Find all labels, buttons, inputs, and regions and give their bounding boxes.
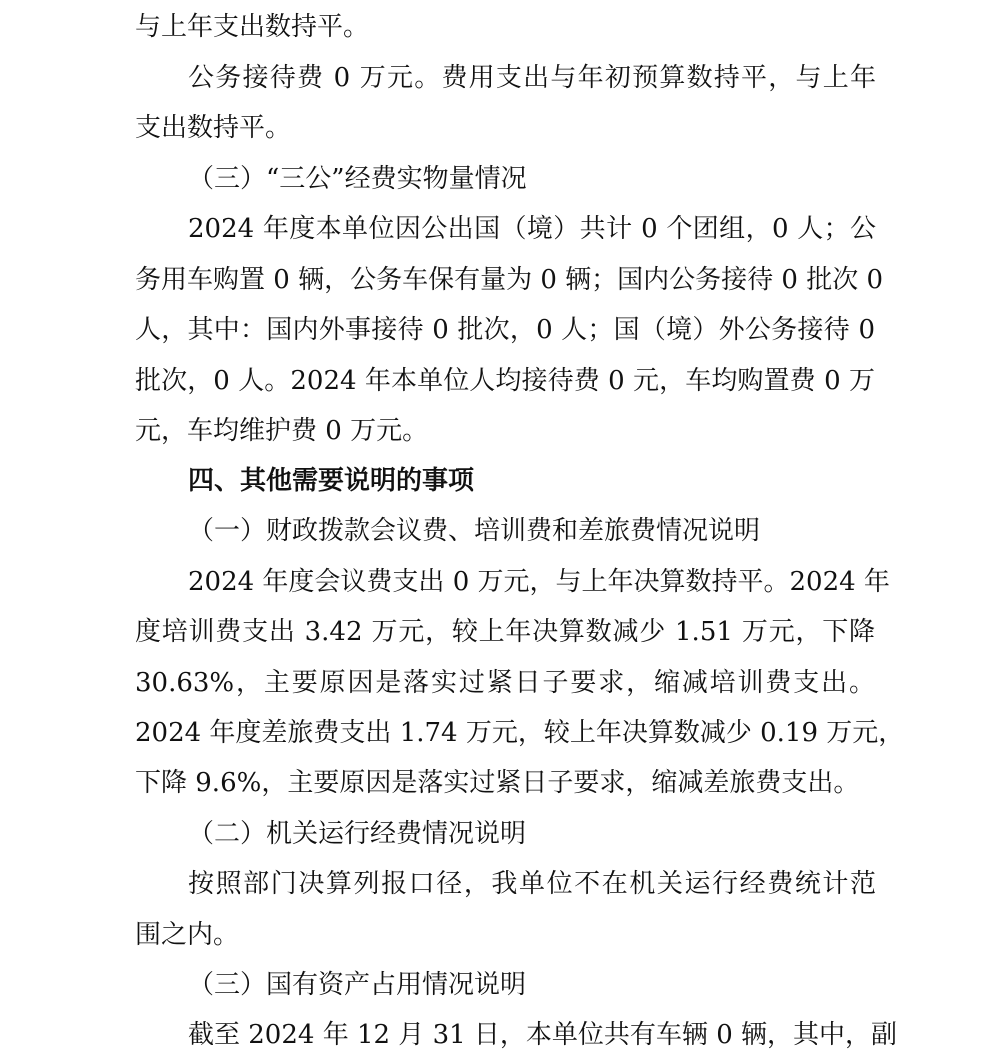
paragraph-line: 围之内。 [135, 920, 240, 950]
subsection-heading: （三）“三公”经费实物量情况 [188, 164, 527, 194]
paragraph-line: 按照部门决算列报口径，我单位不在机关运行经费统计范 [188, 869, 876, 899]
section-heading: 四、其他需要说明的事项 [188, 466, 475, 496]
paragraph-line: 2024 年度本单位因公出国（境）共计 0 个团组，0 人；公 [188, 214, 876, 244]
subsection-heading: （三）国有资产占用情况说明 [188, 970, 527, 1000]
paragraph-line: 截至 2024 年 12 月 31 日，本单位共有车辆 0 辆，其中，副 [188, 1020, 897, 1050]
paragraph-line: 与上年支出数持平。 [135, 12, 370, 42]
paragraph-line: 务用车购置 0 辆，公务车保有量为 0 辆；国内公务接待 0 批次 0 [135, 265, 884, 295]
paragraph-line: 批次，0 人。2024 年本单位人均接待费 0 元，车均购置费 0 万 [135, 366, 875, 396]
paragraph-line: 元，车均维护费 0 万元。 [135, 416, 429, 446]
paragraph-line: 人，其中：国内外事接待 0 批次，0 人；国（境）外公务接待 0 [135, 315, 875, 345]
paragraph-line: 支出数持平。 [135, 113, 292, 143]
paragraph-line: 2024 年度会议费支出 0 万元，与上年决算数持平。2024 年 [188, 567, 890, 597]
paragraph-line: 30.63%，主要原因是落实过紧日子要求，缩减培训费支出。 [135, 668, 875, 698]
paragraph-line: 度培训费支出 3.42 万元，较上年决算数减少 1.51 万元，下降 [135, 617, 875, 647]
subsection-heading: （二）机关运行经费情况说明 [188, 819, 527, 849]
paragraph-line: 下降 9.6%，主要原因是落实过紧日子要求，缩减差旅费支出。 [135, 768, 860, 798]
paragraph-line: 2024 年度差旅费支出 1.74 万元，较上年决算数减少 0.19 万元， [135, 718, 905, 748]
subsection-heading: （一）财政拨款会议费、培训费和差旅费情况说明 [188, 516, 761, 546]
paragraph-line: 公务接待费 0 万元。费用支出与年初预算数持平，与上年 [188, 63, 876, 93]
